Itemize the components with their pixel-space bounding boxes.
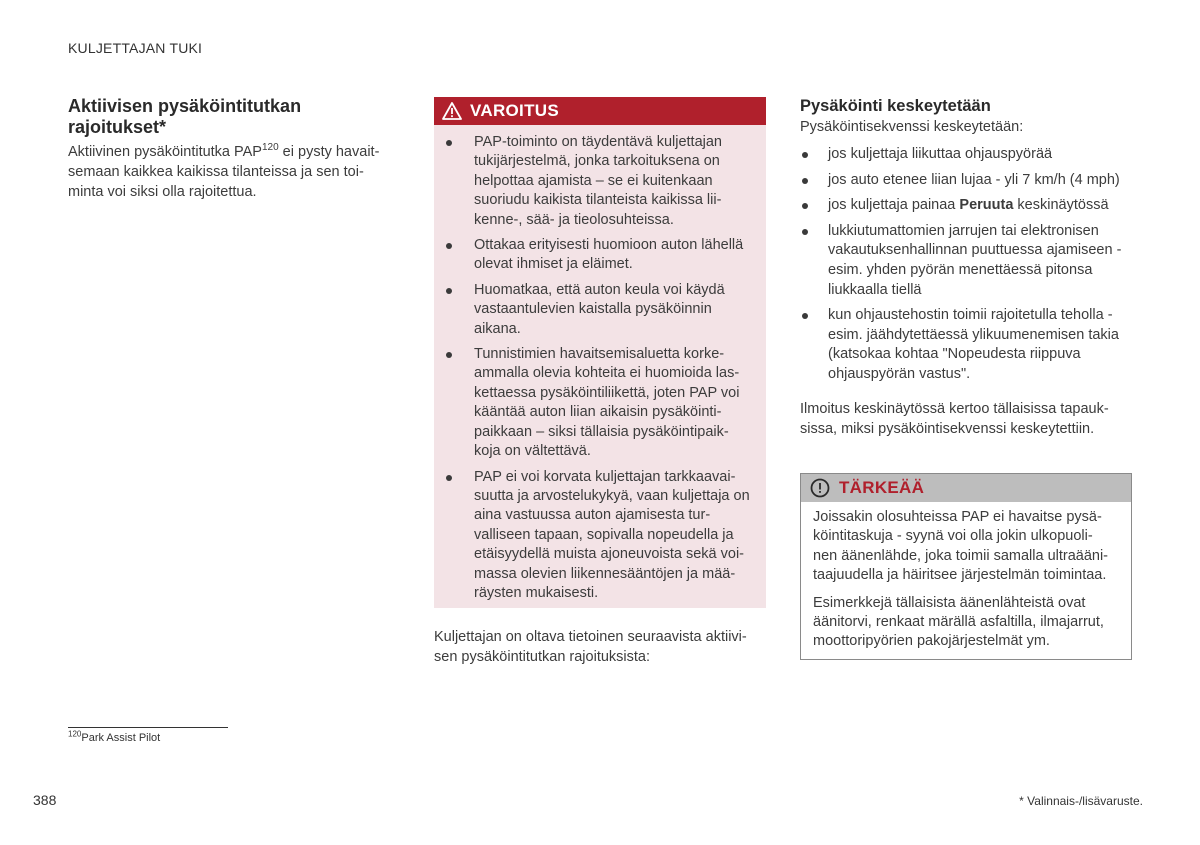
bullet: [802, 313, 808, 319]
right-item-text: lukkiutumattomien jarrujen tai elektronisen vakautuksenhallinnan puuttuessa ajamiseen - esim. yhden pyörän menettäessä pitonsa liukkaalla tiellä: [828, 222, 1122, 298]
warning-item-text: PAP-toiminto on täydentävä kuljettajan tukijärjestelmä, jonka tarkoituksena on helpottaa ajamista – se ei kuitenkaan suoriudu kaikista tilanteista kaikissa lii- kenne-, sää- ja tieolosuhteissa.: [474, 134, 722, 228]
list-item: [800, 145, 1132, 165]
warning-header: [434, 97, 766, 125]
right-note: Ilmoitus keskinäytössä kertoo tällaisissa tapauk- sissa, miksi pysäköintisekvenssi keskeytettiin.: [800, 400, 1109, 437]
bullet: [446, 288, 452, 294]
right-heading: Pysäköinti keskeytetään: [800, 97, 991, 115]
optional-equipment-note: * Valinnais-/lisävaruste.: [1019, 794, 1143, 808]
bullet: [802, 152, 808, 158]
important-paragraph: Joissakin olosuhteissa PAP ei havaitse pysä- köintitaskuja - syynä voi olla jokin ulkopuoli- nen äänenlähde, joka toimii samalla ultraääni- taajuudella ja häiritsee järjestelmän toimintaa.: [813, 509, 1109, 584]
list-item: [800, 196, 1132, 216]
footnote-number: 120: [68, 729, 82, 739]
list-item: [446, 236, 756, 275]
warning-item-text: PAP ei voi korvata kuljettajan tarkkaavai- suutta ja arvostelukykyä, vaan kuljettaja on aina vastuussa auton ajamisesta tur- valliseen tapaan, sopivalla nopeudella ja etäisyydellä muista ajoneuvoista sekä voi- massa olevien liikennesääntöjen ja mää- räysten mukaisesti.: [474, 468, 750, 601]
left-intro-line3: minta voi siksi olla rajoitettua.: [68, 184, 257, 200]
bullet: [802, 203, 808, 209]
intro-text-cont: ei pysty havait-: [278, 144, 380, 160]
warning-item-text: Tunnistimien havaitsemisaluetta korke- ammalla olevia kohteita ei huomioida las- kettaessa pysäköintiliikettä, joten PAP voi kääntää auton liian aikaisin pysäköinti- paikkaan – siksi tällaisia pysäköintipaik- koja on vältettävä.: [474, 346, 740, 460]
list-item: [446, 345, 756, 461]
section-header: KULJETTAJAN TUKI: [68, 40, 203, 56]
important-box: [800, 473, 1132, 660]
left-intro-line1: [68, 142, 408, 162]
footnote: [68, 729, 161, 744]
warning-item-text: Huomatkaa, että auton keula voi käydä vastaantulevien kaistalla pysäköinnin aikana.: [474, 281, 725, 337]
list-item: [800, 306, 1132, 384]
list-item: [800, 222, 1132, 300]
bullet: [446, 140, 452, 146]
list-item: [446, 133, 756, 230]
important-title: TÄRKEÄÄ: [839, 478, 925, 497]
bullet: [802, 229, 808, 235]
right-item-text: jos auto etenee liian lujaa - yli 7 km/h (4 mph): [828, 171, 1120, 188]
button-label-peruuta: Peruuta: [959, 197, 1014, 214]
warning-item-text: Ottakaa erityisesti huomioon auton lähellä olevat ihmiset ja eläimet.: [474, 237, 744, 273]
right-column: [800, 96, 1132, 439]
right-item-text: jos kuljettaja painaa: [828, 197, 960, 214]
warning-triangle-icon: [434, 102, 470, 120]
bullet: [446, 475, 452, 481]
footnote-ref: 120: [261, 142, 279, 154]
warning-title: VAROITUS: [470, 101, 559, 120]
left-heading-line2: rajoitukset*: [68, 117, 167, 137]
right-intro: Pysäköintisekvenssi keskeytetään:: [800, 119, 1024, 135]
list-item: [446, 281, 756, 339]
bullet: [446, 243, 452, 249]
left-intro-line2: semaan kaikkea kaikissa tilanteissa ja sen toi-: [68, 164, 364, 180]
page-number: 388: [33, 792, 57, 808]
warning-box: [434, 97, 766, 608]
right-item-text: jos kuljettaja liikuttaa ohjauspyörää: [828, 146, 1053, 162]
right-list: [800, 145, 1132, 385]
list-item: [800, 171, 1132, 191]
intro-text: Aktiivinen pysäköintitutka PAP: [68, 144, 262, 160]
footnote-text: Park Assist Pilot: [81, 732, 161, 744]
footnote-divider: [68, 727, 228, 728]
bullet: [446, 352, 452, 358]
left-intro: [68, 142, 408, 202]
warning-list: [434, 125, 766, 603]
right-item-text: kun ohjaustehostin toimii rajoitetulla teholla - esim. jäähdytettäessä ylikuumenemisen takia (katsokaa kohtaa "Nopeudesta riippuva ohjauspyörän vastus".: [828, 307, 1119, 382]
important-paragraph: Esimerkkejä tällaisista äänenlähteistä ovat äänitorvi, renkaat märällä asfaltilla, ilmajarrut, moottoripyörien pakojärjestelmät ym.: [813, 594, 1104, 650]
left-heading-line1: Aktiivisen pysäköintitutkan: [68, 96, 302, 116]
list-item: [446, 468, 756, 604]
right-item-text: keskinäytössä: [1013, 197, 1109, 214]
important-header: [801, 474, 1131, 502]
bullet: [802, 178, 808, 184]
middle-note: Kuljettajan on oltava tietoinen seuraavista aktiivi- sen pysäköintitutkan rajoituksista:: [434, 629, 747, 665]
exclamation-circle-icon: [801, 478, 839, 498]
important-body: [801, 502, 1131, 652]
left-heading: [68, 96, 368, 138]
